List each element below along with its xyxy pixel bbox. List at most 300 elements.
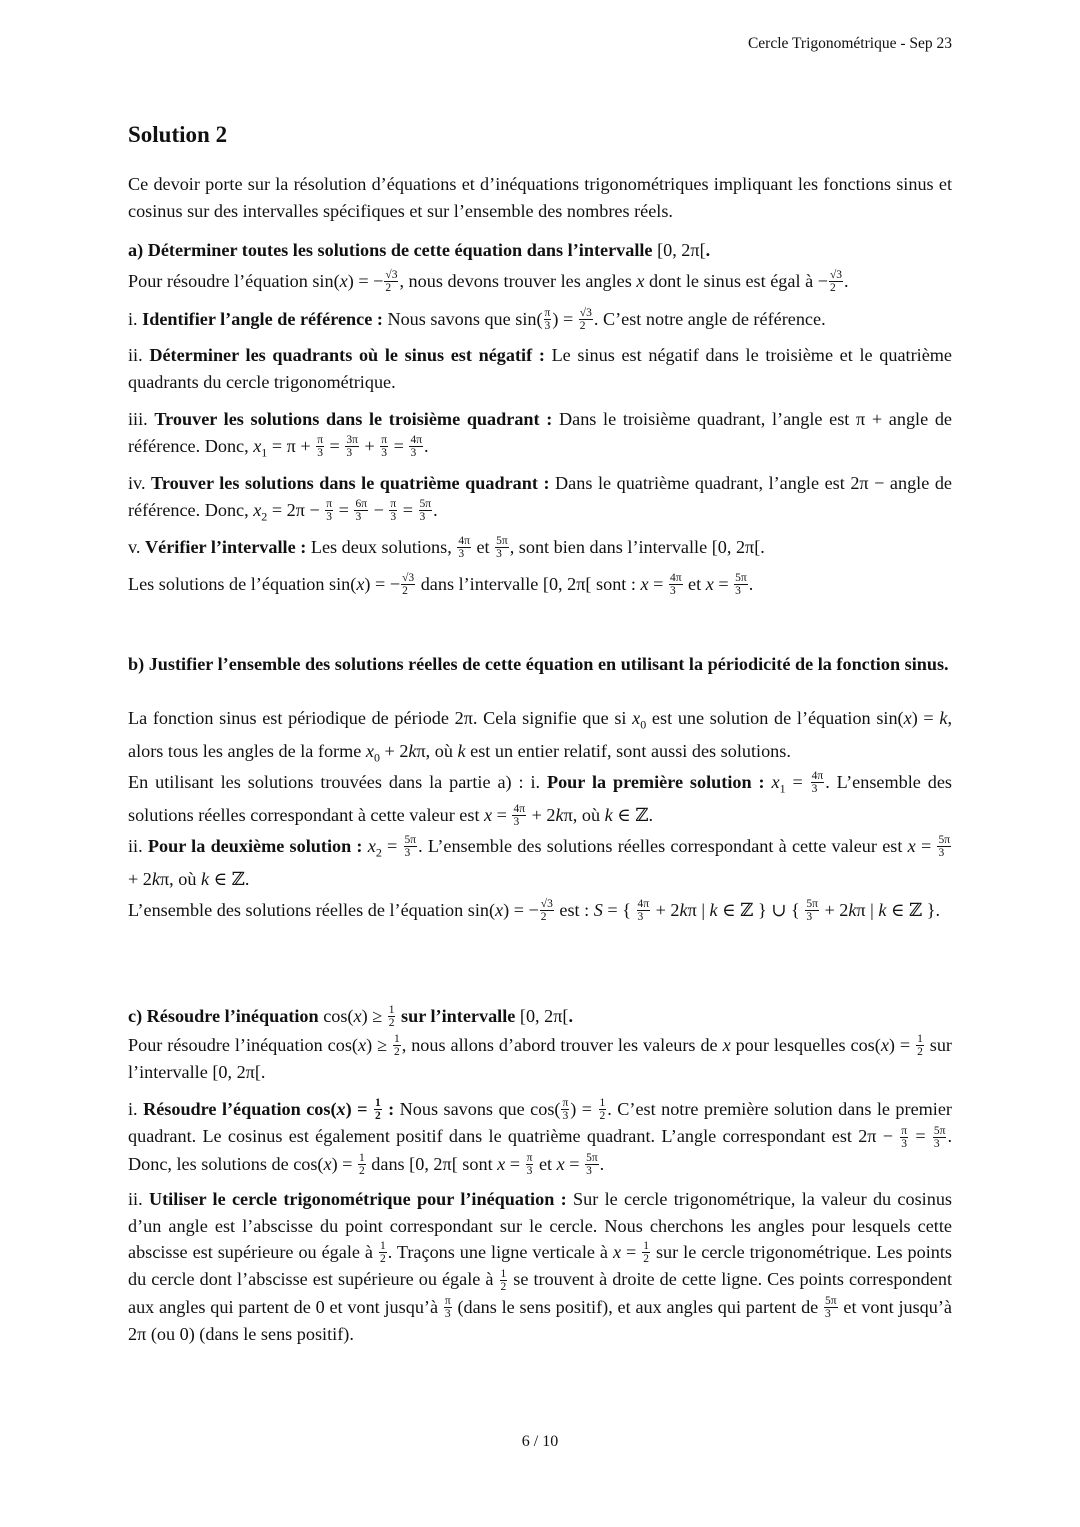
denominator: 3 [496, 548, 502, 561]
fraction [900, 1125, 908, 1150]
text-run: ) ≥ [366, 1035, 392, 1055]
text-run: π | [687, 900, 710, 920]
conclusion-a [128, 571, 952, 598]
fraction [512, 803, 526, 828]
text-run: sur l’intervalle [0, 2π[. [128, 1035, 952, 1083]
math-variable: x [632, 708, 641, 728]
text-run: + 2 [651, 900, 680, 920]
denominator: 2 [579, 320, 586, 333]
text-run: iii. [128, 409, 155, 429]
math-variable: k [939, 708, 948, 728]
text-run: π, où [563, 805, 605, 826]
text-run: b) Justifier l’ensemble des solutions réelles de cette équation en utilisant la périodicité de la fonction sinus. [128, 654, 949, 674]
text-run: Les solutions de l’équation sin( [128, 574, 357, 594]
text-run: , nous devons trouver les angles [399, 271, 637, 291]
text-run: Les deux solutions, [306, 537, 457, 557]
bold-text [547, 772, 765, 792]
numerator: π [390, 497, 397, 510]
text-run: + 2 [527, 805, 556, 826]
numerator: √3 [579, 307, 592, 320]
bold-text [128, 1006, 323, 1026]
bold-text [148, 836, 363, 856]
text-run: v. [128, 537, 146, 557]
denominator: 3 [526, 1164, 533, 1177]
denominator: 3 [458, 548, 465, 561]
text-run: . Donc, les solutions de cos( [128, 1126, 952, 1174]
paragraph-intro [128, 171, 952, 224]
text-run: est une solution de l’équation sin( [646, 708, 904, 728]
math-variable: k [604, 805, 613, 826]
text-run: La fonction sinus est périodique de période 2π. Cela signifie que si [128, 708, 633, 728]
fraction [829, 269, 843, 294]
numerator: 4π [410, 433, 423, 446]
paragraph-c-1 [128, 1032, 952, 1086]
denominator: 2 [374, 1110, 381, 1123]
fraction [358, 1152, 366, 1177]
fraction [585, 1152, 599, 1177]
denominator: 3 [326, 510, 333, 523]
text-run: = π + [267, 435, 316, 456]
text-run: Sur le cercle trigonométrique, la valeur du cosinus d’un angle est l’abscisse du point correspondant sur le cercle. Nous cherchons les angles pour lesquels cette abscisse est supérieure ou égale à [128, 1189, 952, 1262]
math-variable: x [556, 1153, 565, 1174]
text-run: ) = [911, 708, 940, 728]
denominator: 3 [933, 1137, 940, 1150]
math-variable: k [457, 741, 466, 762]
math-variable: x [771, 772, 780, 792]
text-run: = [564, 1153, 585, 1174]
numerator: 1 [643, 1240, 649, 1253]
text-run: . C’est notre angle de référence. [593, 309, 826, 329]
math-variable: x [497, 1153, 506, 1174]
text-run: . L’ensemble des solutions réelles correspondant à cette valeur est [418, 836, 908, 856]
text-run: + 2 [379, 741, 409, 762]
denominator: 3 [317, 446, 323, 459]
numerator: π [526, 1151, 533, 1164]
denominator: 2 [379, 1253, 386, 1266]
text-run: . [748, 574, 754, 594]
text-run: est un entier relatif, sont aussi des solutions. [465, 741, 791, 762]
numerator: 5π [825, 1294, 837, 1307]
text-run: . [433, 499, 438, 520]
text-run: . [844, 271, 849, 291]
text-run: , sont bien dans l’intervalle [0, 2π[. [509, 537, 765, 557]
denominator: 3 [355, 510, 362, 523]
denominator: 3 [938, 847, 945, 860]
math-variable: k [679, 900, 688, 920]
text-run: Dans le quatrième quadrant, l’angle est 2π − angle de référence. Donc, [128, 473, 952, 520]
text-run: ) = [888, 1035, 916, 1055]
subscript: 1 [261, 445, 268, 460]
denominator: 3 [444, 1307, 451, 1320]
math-variable: x [484, 805, 493, 826]
math-variable: x [323, 1153, 332, 1174]
fraction [444, 1295, 452, 1320]
math-variable: S [593, 900, 603, 920]
numerator: √3 [402, 572, 415, 585]
text-run: ∈ ℤ. [612, 805, 654, 826]
text-run: [0, 2π[ [657, 240, 706, 260]
text-run: Pour la deuxième solution : [147, 836, 363, 856]
text-run: Pour résoudre l’inéquation cos( [128, 1035, 358, 1055]
denominator: 3 [806, 911, 813, 924]
step-c-i [128, 1096, 952, 1178]
text-run: Déterminer les quadrants où le sinus est négatif : [149, 345, 545, 365]
text-run: ) = [552, 309, 578, 329]
fraction [380, 434, 388, 459]
paragraph-b-2 [128, 769, 952, 829]
text-run: Identifier l’angle de référence : [142, 309, 383, 329]
math-variable: k [408, 741, 417, 762]
text-run: , nous allons d’abord trouver les valeurs de [401, 1035, 723, 1055]
fraction [354, 498, 368, 523]
fraction [642, 1240, 650, 1265]
text-run: . [568, 1006, 574, 1026]
math-variable: k [709, 900, 718, 920]
numerator: 1 [393, 1033, 400, 1046]
text-run: ii. [128, 345, 150, 365]
fraction [933, 1125, 947, 1150]
fraction [669, 572, 683, 597]
step-a-iii [128, 406, 952, 466]
bold-text [154, 409, 552, 429]
text-run: π, où [159, 869, 201, 890]
text-run: (dans le sens positif), et aux angles qui partent de [452, 1296, 824, 1317]
denominator: 3 [637, 911, 644, 924]
math-variable: x [365, 741, 374, 762]
numerator: 1 [599, 1097, 606, 1110]
text-run: = [389, 435, 409, 456]
text-run: ) = − [364, 574, 401, 594]
numerator: π [444, 1294, 451, 1307]
numerator: 5π [419, 497, 432, 510]
math-variable: x [880, 1035, 889, 1055]
text-run: ii. [128, 836, 148, 856]
text-run: ) = − [503, 900, 539, 920]
math-variable: x [495, 900, 504, 920]
denominator: 2 [385, 282, 392, 295]
bold-text [706, 240, 711, 260]
numerator: √3 [385, 269, 398, 282]
numerator: 1 [379, 1240, 386, 1253]
text-run: + 2 [128, 869, 152, 890]
text-run: Nous savons que sin( [382, 309, 543, 329]
section-title: Solution 2 [128, 122, 228, 147]
denominator: 3 [544, 320, 551, 333]
math-variable: x [253, 435, 262, 456]
numerator: 5π [586, 1151, 598, 1164]
heading-a [128, 237, 952, 264]
text-run: ∈ ℤ. [209, 869, 250, 890]
fraction [401, 572, 415, 597]
numerator: π [326, 497, 333, 510]
math-variable: k [201, 869, 210, 890]
text-run: . [424, 435, 429, 456]
heading-c [128, 1003, 952, 1030]
math-variable: x [705, 574, 714, 594]
subscript: 2 [375, 845, 382, 860]
bold-text [145, 537, 306, 557]
fraction [916, 1033, 924, 1058]
text-run: et vont jusqu’à 2π (ou 0) (dans le sens positif). [128, 1296, 952, 1344]
text-run: dans [0, 2π[ sont [366, 1153, 498, 1174]
denominator: 2 [359, 1164, 365, 1177]
numerator: 6π [355, 497, 368, 510]
text-run: L’ensemble des solutions réelles de l’équation sin( [128, 900, 496, 920]
denominator: 3 [735, 585, 741, 598]
denominator: 3 [410, 446, 417, 459]
text-run: = { [602, 900, 636, 920]
fraction [345, 434, 359, 459]
fraction [561, 1097, 569, 1122]
text-run: cos( [323, 1006, 354, 1026]
step-a-i [128, 306, 952, 333]
text-run: sur l’intervalle [396, 1006, 520, 1026]
bold-text [149, 345, 545, 365]
fraction [579, 307, 593, 332]
denominator: 2 [402, 585, 408, 598]
fraction [404, 834, 418, 859]
text-run: + 2 [819, 900, 849, 920]
text-run: se trouvent à droite de cette ligne. Ces points correspondent aux angles qui partent de 0 et vont jusqu’à [128, 1269, 952, 1317]
step-a-v [128, 534, 952, 561]
bold-text [568, 1006, 573, 1026]
numerator: π [562, 1097, 569, 1110]
denominator: 3 [669, 585, 676, 598]
text-run: a) Déterminer toutes les solutions de cette équation dans l’intervalle [128, 240, 658, 260]
numerator: π [317, 433, 323, 446]
fraction [599, 1097, 607, 1122]
denominator: 3 [901, 1137, 908, 1150]
math-variable: x [339, 271, 348, 291]
fraction [811, 770, 825, 795]
denominator: 2 [829, 282, 836, 295]
fraction [457, 535, 471, 560]
numerator: 1 [359, 1151, 365, 1164]
denominator: 3 [419, 510, 426, 523]
numerator: 1 [388, 1004, 395, 1017]
fraction [409, 434, 423, 459]
bold-text [128, 240, 657, 260]
text-run: [0, 2π[ [519, 1006, 569, 1026]
numerator: 4π [669, 572, 682, 585]
text-run: − [369, 499, 389, 520]
math-variable: x [903, 708, 912, 728]
text-run: = [909, 1126, 932, 1147]
text-run: Pour la première solution : [546, 772, 765, 792]
denominator: 2 [599, 1110, 606, 1123]
fraction [805, 898, 819, 923]
text-run: ) = [331, 1153, 357, 1174]
math-variable: x [253, 499, 262, 520]
denominator: 2 [500, 1280, 507, 1293]
math-variable: x [612, 1242, 622, 1262]
denominator: 3 [390, 510, 397, 523]
text-run: dans l’intervalle [0, 2π[ sont : [416, 574, 641, 594]
denominator: 2 [643, 1253, 649, 1266]
running-header: Cercle Trigonométrique - Sep 23 [747, 35, 952, 52]
denominator: 3 [381, 446, 388, 459]
text-run: ∈ ℤ } ∪ { [717, 900, 805, 920]
fraction [734, 572, 748, 597]
subscript: 0 [640, 717, 647, 732]
text-run: Utiliser le cercle trigonométrique pour l’inéquation : [148, 1189, 567, 1209]
text-run: et [534, 1153, 557, 1174]
bold-text [142, 309, 383, 329]
text-run: pour lesquelles cos( [730, 1035, 881, 1055]
bold-text [151, 473, 549, 493]
text-run: . Traçons une ligne verticale à [387, 1242, 613, 1262]
text-run: : [382, 1099, 395, 1119]
math-variable: x [336, 1099, 346, 1119]
denominator: 2 [917, 1046, 923, 1059]
text-run: . [705, 240, 711, 260]
text-run: Dans le troisième quadrant, l’angle est π + angle de référence. Donc, [128, 409, 952, 456]
fraction [824, 1295, 838, 1320]
fraction [384, 269, 398, 294]
text-run: i. [128, 309, 143, 329]
numerator: 4π [637, 898, 650, 911]
denominator: 3 [811, 783, 818, 796]
math-variable: k [555, 805, 564, 826]
subscript: 0 [373, 750, 380, 765]
step-c-ii [128, 1186, 952, 1347]
bold-text [143, 1097, 395, 1123]
math-variable: x [357, 1035, 367, 1055]
step-a-ii [128, 342, 952, 395]
text-run: π, où [416, 741, 458, 762]
numerator: π [381, 433, 388, 446]
text-run: et [471, 537, 495, 557]
text-run: = [325, 435, 345, 456]
bold-text [149, 1189, 567, 1209]
numerator: 4π [458, 535, 470, 548]
heading-b [128, 651, 952, 678]
denominator: 3 [346, 446, 353, 459]
text-run: ) = − [347, 271, 384, 291]
text-run: = [334, 499, 354, 520]
fraction [526, 1152, 534, 1177]
text-run: + [359, 435, 380, 456]
text-run: ) = [345, 1099, 373, 1119]
math-variable: x [636, 271, 645, 291]
text-run: = [381, 836, 403, 856]
denominator: 2 [540, 911, 547, 924]
text-run: ∈ ℤ }. [886, 900, 941, 920]
numerator: 5π [806, 898, 818, 911]
text-run: π | [856, 900, 879, 920]
denominator: 3 [562, 1110, 569, 1123]
text-run: Le sinus est négatif dans le troisième et le quatrième quadrants du cercle trigonométrique. [128, 345, 952, 392]
numerator: √3 [540, 898, 553, 911]
text-run: , alors tous les angles de la forme [128, 708, 952, 762]
text-run: = [648, 574, 668, 594]
page-number: 6 / 10 [521, 1433, 559, 1450]
numerator: 1 [917, 1033, 923, 1046]
numerator: 1 [374, 1097, 381, 1110]
text-run: En utilisant les solutions trouvées dans la partie a) : i. [128, 772, 547, 792]
fraction [419, 498, 433, 523]
subscript: 1 [779, 781, 786, 796]
fraction [500, 1268, 508, 1293]
text-run: = [398, 499, 418, 520]
subscript: 2 [261, 509, 268, 524]
text-run: Pour résoudre l’équation sin( [128, 271, 340, 291]
conclusion-b [128, 897, 952, 924]
text-run: iv. [128, 473, 152, 493]
text-run: sur le cercle trigonométrique. Les points du cercle dont l’abscisse est supérieure ou égale à [128, 1242, 952, 1290]
text-run: = 2π − [267, 499, 325, 520]
numerator: 4π [513, 803, 526, 816]
text-run: = [505, 1153, 525, 1174]
numerator: 5π [735, 572, 747, 585]
text-run: Ce devoir porte sur la résolution d’équations et d’inéquations trigonométriques impliquant les fonctions sinus et cosinus sur des intervalles spécifiques et sur l’ensemble des nombres réels. [128, 174, 952, 221]
text-run: ii. [128, 1189, 149, 1209]
numerator: 5π [938, 834, 951, 847]
step-a-iv [128, 470, 952, 530]
denominator: 2 [388, 1017, 395, 1030]
denominator: 3 [404, 847, 411, 860]
fraction [316, 434, 324, 459]
numerator: 1 [500, 1267, 507, 1280]
fraction [379, 1240, 387, 1265]
text-run: = [492, 805, 512, 826]
fraction [325, 498, 333, 523]
denominator: 2 [393, 1046, 400, 1059]
math-variable: k [848, 900, 857, 920]
math-variable: x [640, 574, 649, 594]
text-run: Trouver les solutions dans le quatrième quadrant : [151, 473, 550, 493]
text-run: Vérifier l’intervalle : [145, 537, 307, 557]
text-run: . [599, 1153, 605, 1174]
denominator: 3 [513, 816, 520, 829]
text-run: dont le sinus est égal à − [644, 271, 828, 291]
math-variable: k [878, 900, 887, 920]
fraction [637, 898, 651, 923]
numerator: √3 [829, 269, 843, 282]
denominator: 3 [825, 1307, 831, 1320]
numerator: π [901, 1124, 908, 1137]
numerator: 5π [933, 1124, 946, 1137]
text-run: . L’ensemble des solutions réelles correspondant à cette valeur est [128, 772, 952, 826]
math-variable: x [367, 836, 376, 856]
text-run: c) Résoudre l’inéquation [128, 1006, 324, 1026]
math-variable: x [353, 1006, 362, 1026]
text-run: Nous savons que cos( [394, 1099, 561, 1119]
text-run: et [683, 574, 706, 594]
text-run: . C’est notre première solution dans le premier quadrant. Le cosinus est également positif dans le quatrième quadrant. L’angle correspondant est 2π − [128, 1099, 952, 1147]
paragraph-a-intro [128, 268, 952, 295]
paragraph-b-1 [128, 705, 952, 771]
fraction [937, 834, 951, 859]
text-run: i. [128, 1099, 144, 1119]
fraction [540, 898, 554, 923]
fraction [389, 498, 397, 523]
numerator: 5π [496, 535, 508, 548]
bold-text [396, 1006, 519, 1026]
math-variable: k [151, 869, 160, 890]
math-variable: x [356, 574, 365, 594]
step-b-ii [128, 833, 952, 893]
text-run: = [915, 836, 937, 856]
text-run: est : [554, 900, 594, 920]
math-variable: x [907, 836, 916, 856]
text-run: = [713, 574, 734, 594]
math-variable: x [722, 1035, 731, 1055]
text-run: ) = [570, 1099, 598, 1119]
text-run: = [621, 1242, 642, 1262]
fraction [393, 1033, 401, 1058]
bold-text [128, 654, 949, 674]
